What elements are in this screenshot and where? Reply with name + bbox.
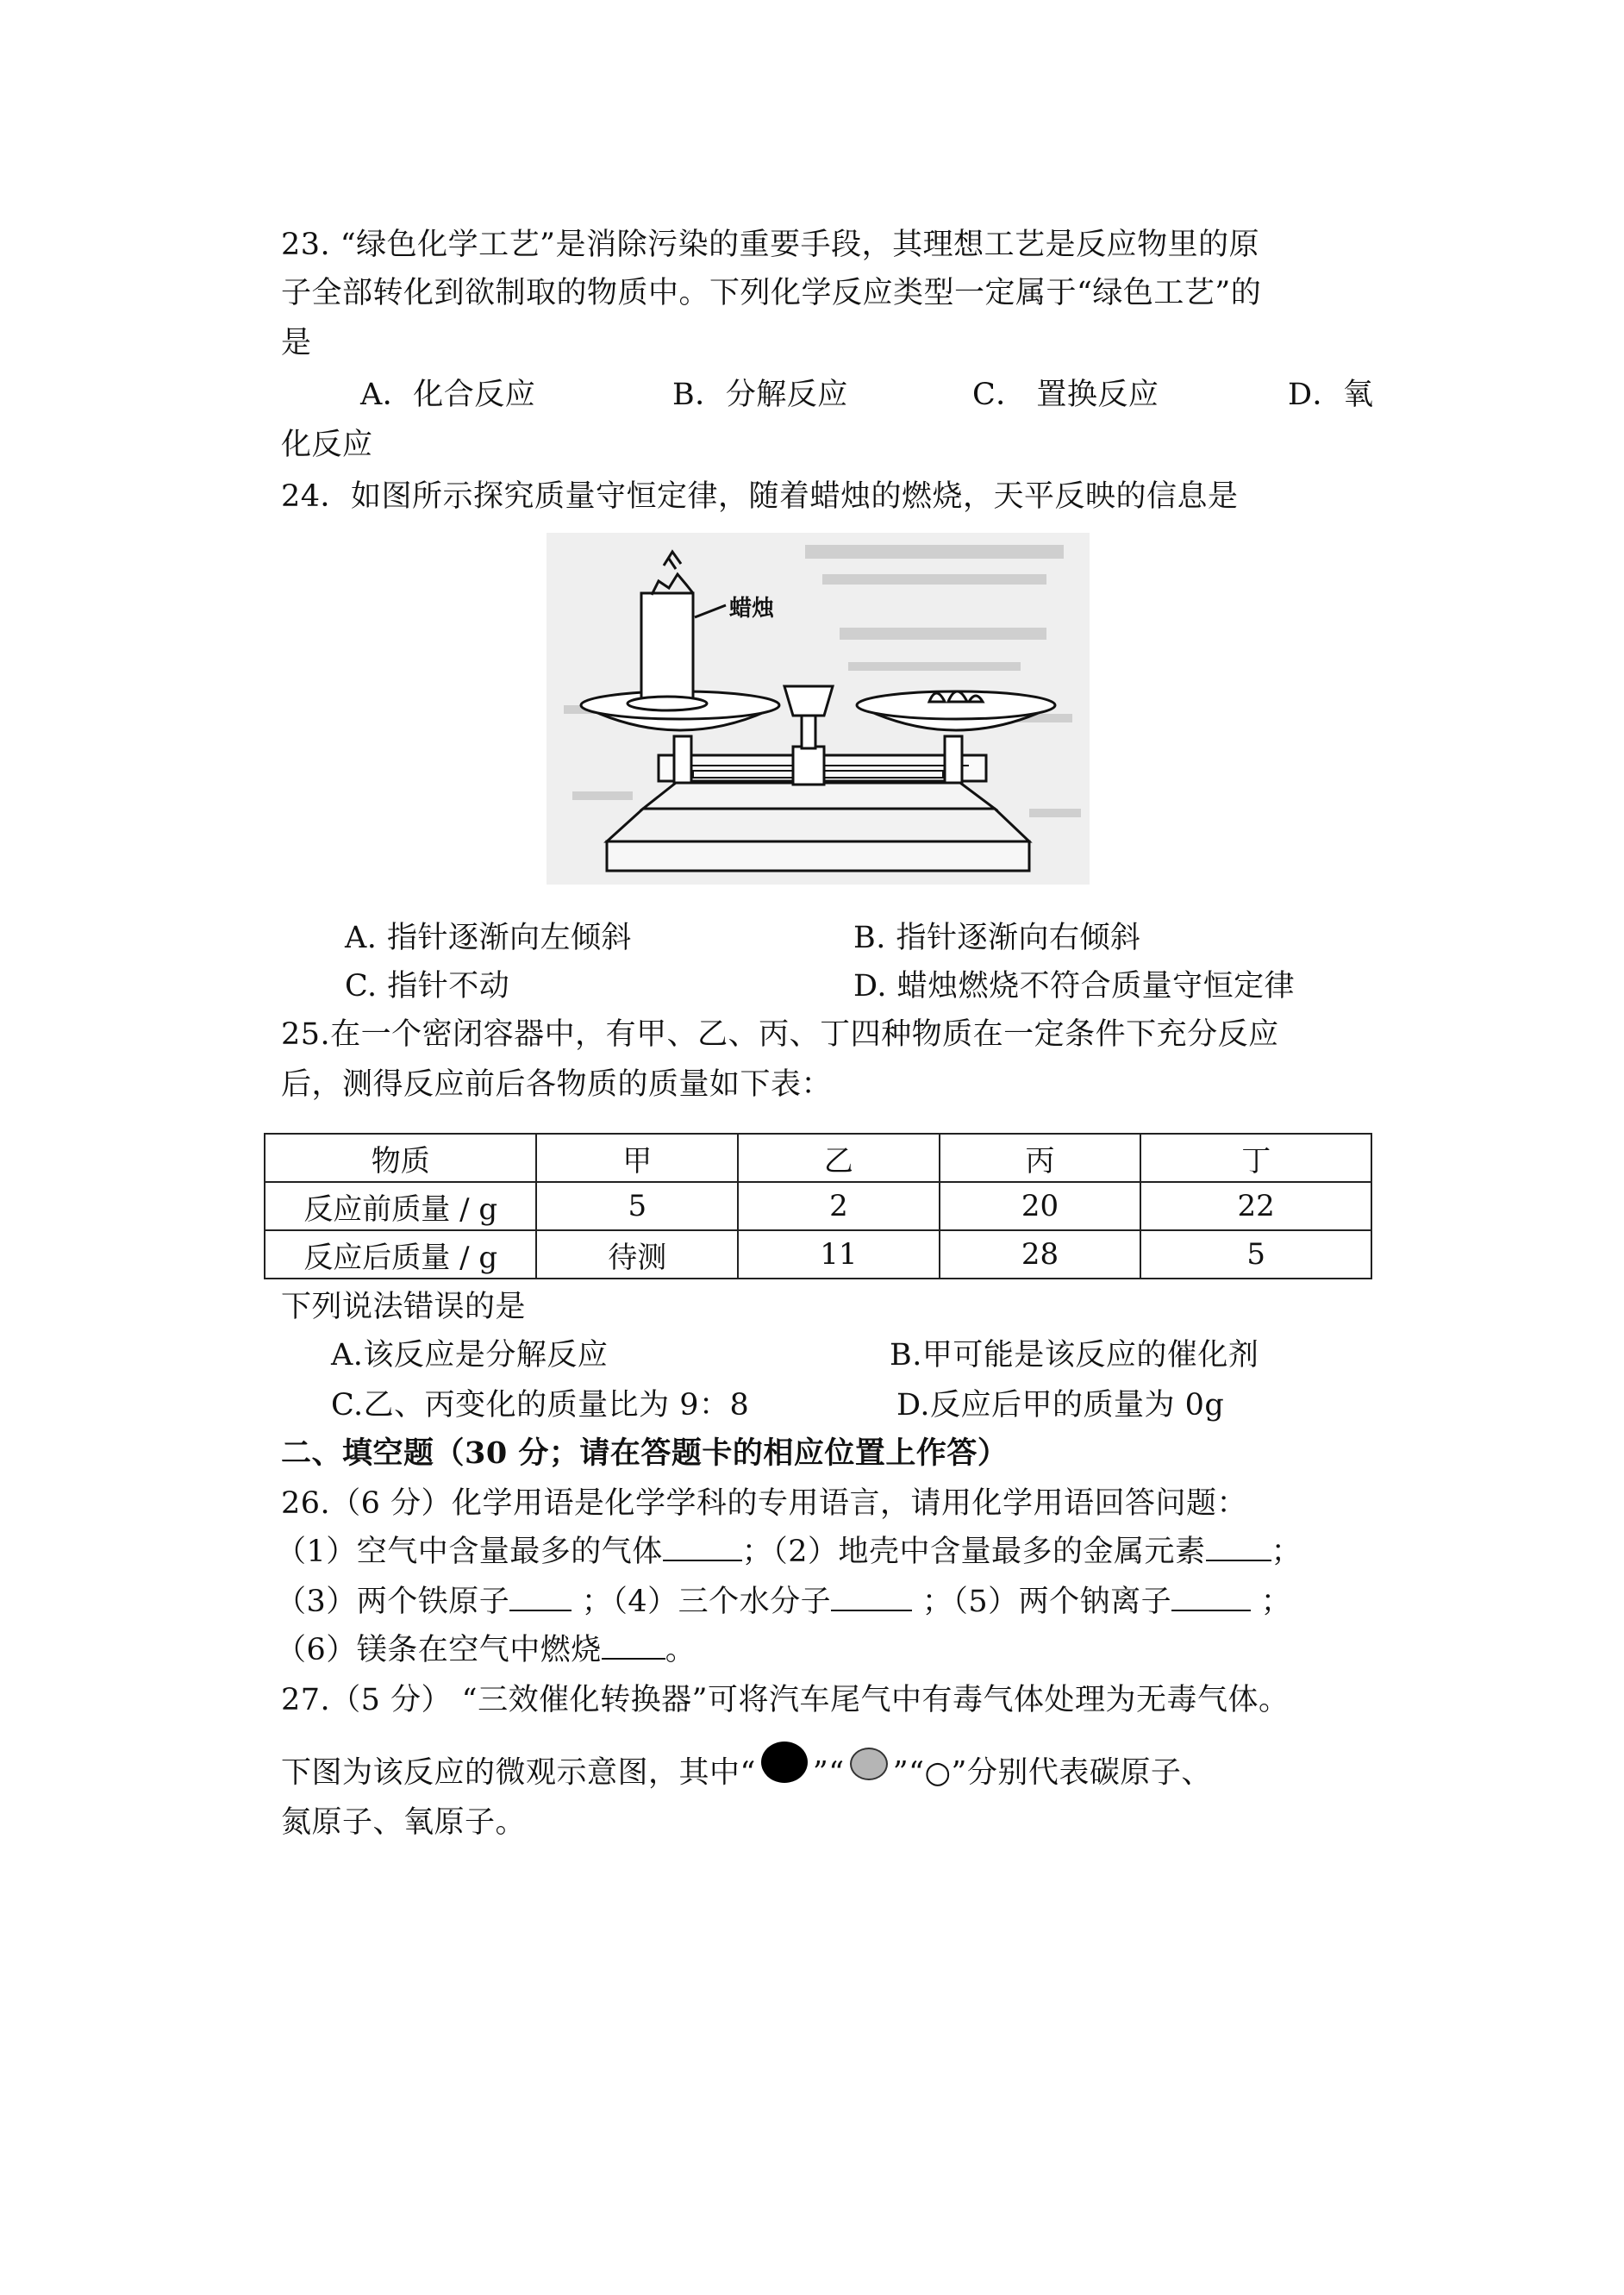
q23-option-c: C． 置换反应 (972, 378, 1159, 412)
q23-option-a: A．化合反应 (360, 378, 536, 412)
q27-text-b: ”“ (812, 1755, 845, 1791)
section-heading-title: 二、填空题（ (281, 1435, 465, 1471)
answer-blank[interactable] (1171, 1584, 1251, 1611)
answer-blank[interactable] (831, 1584, 912, 1611)
q26-item-3: （3）两个铁原子 (276, 1585, 510, 1619)
q26-punct: 。 (665, 1633, 696, 1667)
answer-blank[interactable] (509, 1584, 572, 1611)
q24-option-a: A. 指针逐渐向左倾斜 (345, 921, 633, 955)
q27-text-a: 下图为该反应的微观示意图，其中“ (281, 1755, 756, 1791)
q23-option-b: B．分解反应 (672, 378, 848, 412)
q24-option-b: B. 指针逐渐向右倾斜 (853, 921, 1141, 955)
table-header-cell: 丁 (1140, 1134, 1371, 1182)
q26-punct: ； (1271, 1535, 1302, 1569)
q26-item-2: ；（2）地壳中含量最多的金属元素 (741, 1535, 1206, 1569)
q25-option-a: A.该反应是分解反应 (331, 1338, 609, 1373)
table-header-row (265, 1134, 1371, 1182)
table-cell: 5 (536, 1182, 738, 1230)
table-cell: 20 (940, 1182, 1141, 1230)
answer-blank[interactable] (1206, 1534, 1271, 1561)
mass-table (264, 1133, 1372, 1279)
q27-line-3: 氮原子、氧原子。 (281, 1805, 527, 1840)
q24-option-d: D. 蜡烛燃烧不符合质量守恒定律 (853, 969, 1296, 1004)
q26-line-3 (276, 1631, 696, 1669)
table-cell: 28 (940, 1230, 1141, 1279)
q23-line-1: 23. “绿色化学工艺”是消除污染的重要手段，其理想工艺是反应物里的原 (281, 228, 1260, 262)
q24-stem: 24．如图所示探究质量守恒定律，随着蜡烛的燃烧，天平反映的信息是 (281, 479, 1239, 514)
table-header-cell: 乙 (738, 1134, 940, 1182)
q26-stem: 26.（6 分）化学用语是化学学科的专用语言，请用化学用语回答问题： (281, 1486, 1248, 1521)
q25-line-1: 25.在一个密闭容器中，有甲、乙、丙、丁四种物质在一定条件下充分反应 (281, 1017, 1279, 1052)
table-cell: 22 (1140, 1182, 1371, 1230)
table-header-cell: 物质 (265, 1134, 536, 1182)
q25-option-d: D.反应后甲的质量为 0g (896, 1388, 1225, 1423)
table-cell: 5 (1140, 1230, 1371, 1279)
answer-blank[interactable] (663, 1534, 742, 1561)
q26-line-1 (276, 1533, 1302, 1571)
q25-option-b: B.甲可能是该反应的催化剂 (890, 1338, 1259, 1373)
section-heading-rest: 分；请在答题卡的相应位置上作答） (507, 1435, 1009, 1471)
balance-candle-figure (547, 533, 1090, 885)
q26-item-5: ；（5）两个钠离子 (912, 1585, 1172, 1619)
q26-item-6: （6）镁条在空气中燃烧 (276, 1633, 602, 1667)
q27-line-2 (281, 1754, 1212, 1795)
q26-item-1: （1）空气中含量最多的气体 (276, 1535, 663, 1569)
q25-prompt: 下列说法错误的是 (281, 1290, 527, 1324)
section-heading (281, 1435, 1008, 1473)
q26-line-2 (276, 1583, 1291, 1621)
q26-item-4: ；（4）三个水分子 (572, 1585, 832, 1619)
table-row (265, 1182, 1371, 1230)
table-cell: 反应前质量 / g (265, 1182, 536, 1230)
table-header-cell: 丙 (940, 1134, 1141, 1182)
q23-option-d-wrap: 化反应 (281, 428, 373, 462)
nitrogen-atom-icon (850, 1748, 888, 1780)
table-header-cell: 甲 (536, 1134, 738, 1182)
answer-blank[interactable] (602, 1632, 665, 1660)
q26-punct: ； (1251, 1585, 1292, 1619)
table-cell: 反应后质量 / g (265, 1230, 536, 1279)
q23-line-3: 是 (281, 326, 312, 360)
table-cell: 11 (738, 1230, 940, 1279)
carbon-atom-icon (761, 1742, 808, 1783)
candle-label: 蜡烛 (729, 596, 775, 622)
table-row (265, 1230, 1371, 1279)
q23-option-d: D．氧 (1288, 378, 1374, 412)
q27-text-c: ”“○”分别代表碳原子、 (892, 1755, 1212, 1791)
table-cell: 2 (738, 1182, 940, 1230)
q25-option-c: C.乙、丙变化的质量比为 9：8 (331, 1388, 750, 1423)
q25-line-2: 后，测得反应前后各物质的质量如下表： (281, 1067, 833, 1102)
table-cell: 待测 (536, 1230, 738, 1279)
section-heading-score: 30 (465, 1435, 508, 1471)
q24-option-c: C. 指针不动 (345, 969, 510, 1004)
q23-line-2: 子全部转化到欲制取的物质中。下列化学反应类型一定属于“绿色工艺”的 (281, 276, 1262, 310)
q27-stem: 27.（5 分） “三效催化转换器”可将汽车尾气中有毒气体处理为无毒气体。 (281, 1683, 1290, 1717)
